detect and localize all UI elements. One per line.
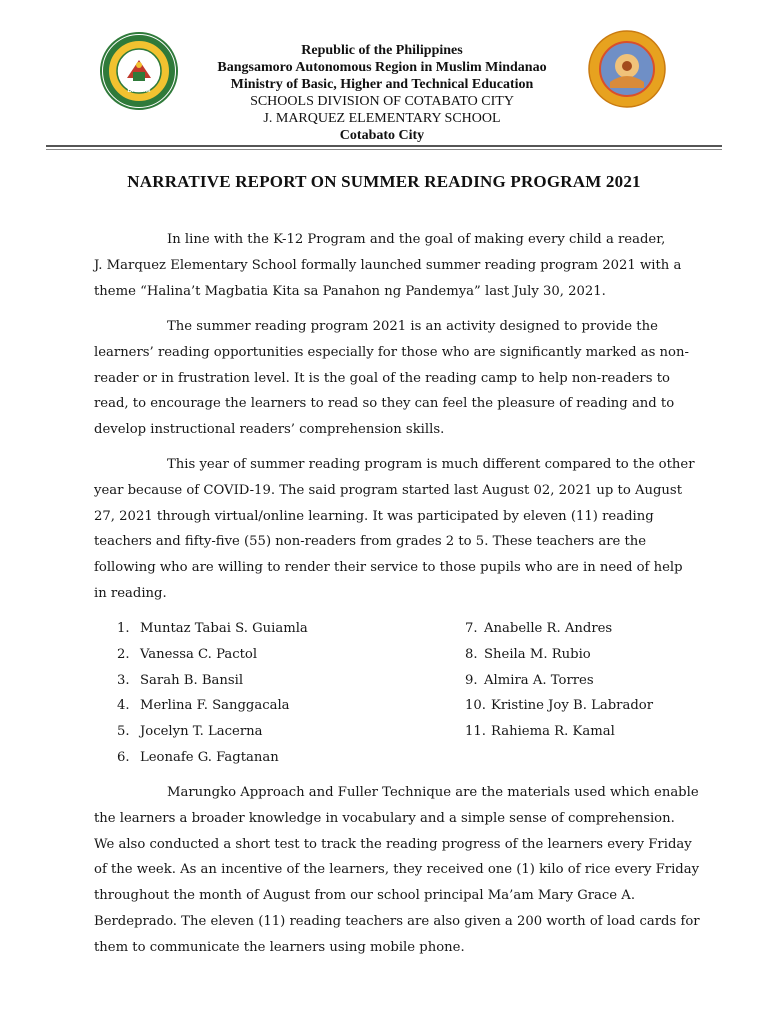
teacher-name: Anabelle R. Andres [484, 621, 613, 636]
text-line: throughout the month of August from our school principal Ma’am Mary Grace A. [94, 888, 636, 904]
division-seal-icon [588, 30, 666, 108]
list-number: 9. [465, 672, 478, 688]
paragraph-intro [94, 227, 768, 304]
text-line: teachers and fifty-five (55) non-readers from grades 2 to 5. These teachers are the [94, 534, 647, 550]
teacher-name: Jocelyn T. Lacerna [140, 724, 263, 740]
text-line: J. Marquez Elementary School formally launched summer reading program 2021 with a [94, 257, 682, 273]
list-number: 2. [117, 646, 130, 662]
ministry-seal-logo [100, 32, 178, 110]
list-item [117, 693, 308, 719]
text-line: Marungko Approach and Fuller Technique are the materials used which enable [167, 785, 699, 800]
list-number: 1. [117, 621, 130, 636]
list-item [117, 719, 308, 745]
text-line: reader or in frustration level. It is the goal of the reading camp to help non-readers to [94, 370, 670, 386]
paragraph-purpose [94, 314, 768, 443]
list-number: 3. [117, 672, 130, 688]
list-item [465, 668, 653, 694]
list-item [465, 616, 653, 642]
paragraph-details [94, 452, 768, 607]
text-line: of the week. As an incentive of the learners, they received one (1) kilo of rice every Friday [94, 862, 700, 878]
list-number: 11. [465, 724, 486, 740]
header-region: Bangsamoro Autonomous Region in Muslim Mindanao [217, 60, 547, 75]
header-divider-thin [46, 149, 722, 150]
teacher-name: Rahiema R. Kamal [491, 724, 615, 740]
list-number: 8. [465, 646, 478, 662]
teacher-name: Muntaz Tabai S. Guiamla [140, 621, 308, 636]
text-line: 27, 2021 through virtual/online learning. It was participated by eleven (11) reading [94, 508, 654, 524]
list-item [117, 642, 308, 668]
text-line: read, to encourage the learners to read so they can feel the pleasure of reading and to [94, 396, 675, 412]
list-item [117, 668, 308, 694]
teacher-name: Sarah B. Bansil [140, 672, 244, 688]
text-line: year because of COVID-19. The said program started last August 02, 2021 up to August [94, 482, 682, 498]
header-divider [46, 145, 722, 147]
teacher-name: Kristine Joy B. Labrador [491, 698, 654, 714]
list-item [465, 719, 653, 745]
teacher-name: Leonafe G. Fagtanan [140, 749, 279, 765]
teacher-list-left [117, 616, 308, 771]
text-line: them to communicate the learners using mobile phone. [94, 939, 465, 955]
teacher-name: Vanessa C. Pactol [140, 646, 258, 662]
text-line: following who are willing to render their service to those pupils who are in need of help [94, 560, 683, 576]
teacher-name: Merlina F. Sanggacala [140, 698, 290, 714]
list-number: 6. [117, 749, 130, 765]
teacher-list-right [465, 616, 653, 745]
teacher-name: Sheila M. Rubio [484, 646, 591, 662]
list-item [117, 616, 308, 642]
text-line: in reading. [94, 585, 167, 601]
list-number: 4. [117, 698, 130, 714]
text-line: We also conducted a short test to track the reading progress of the learners every Friday [94, 836, 692, 852]
text-line: The summer reading program 2021 is an activity designed to provide the [167, 319, 658, 334]
header-division: SCHOOLS DIVISION OF COTABATO CITY [250, 94, 514, 109]
header-ministry: Ministry of Basic, Higher and Technical Education [230, 77, 534, 92]
list-item [117, 745, 308, 771]
teacher-name: Almira A. Torres [484, 672, 594, 688]
text-line: develop instructional readers’ comprehension skills. [94, 422, 445, 438]
list-number: 5. [117, 724, 130, 740]
ministry-seal-icon [100, 32, 178, 110]
text-line: Berdeprado. The eleven (11) reading teachers are also given a 200 worth of load cards for [94, 913, 700, 929]
list-number: 10. [465, 698, 486, 714]
letterhead [180, 42, 584, 144]
header-country: Republic of the Philippines [301, 43, 463, 58]
list-item [465, 642, 653, 668]
division-seal-logo [588, 30, 666, 108]
header-city: Cotabato City [339, 128, 425, 143]
svg-text:BARMM: BARMM [127, 88, 151, 94]
report-title: NARRATIVE REPORT ON SUMMER READING PROGRAM 2021 [127, 172, 641, 191]
list-item [465, 693, 653, 719]
text-line: learners’ reading opportunities especially for those who are significantly marked as non- [94, 344, 689, 360]
text-line: the learners a broader knowledge in vocabulary and a simple sense of comprehension. [94, 810, 675, 826]
text-line: In line with the K-12 Program and the goal of making every child a reader, [167, 232, 666, 247]
header-school: J. MARQUEZ ELEMENTARY SCHOOL [263, 111, 501, 126]
paragraph-materials [94, 780, 768, 961]
list-number: 7. [465, 621, 478, 636]
text-line: theme “Halina’t Magbatia Kita sa Panahon ng Pandemya” last July 30, 2021. [94, 283, 606, 299]
text-line: This year of summer reading program is much different compared to the other [167, 457, 695, 472]
